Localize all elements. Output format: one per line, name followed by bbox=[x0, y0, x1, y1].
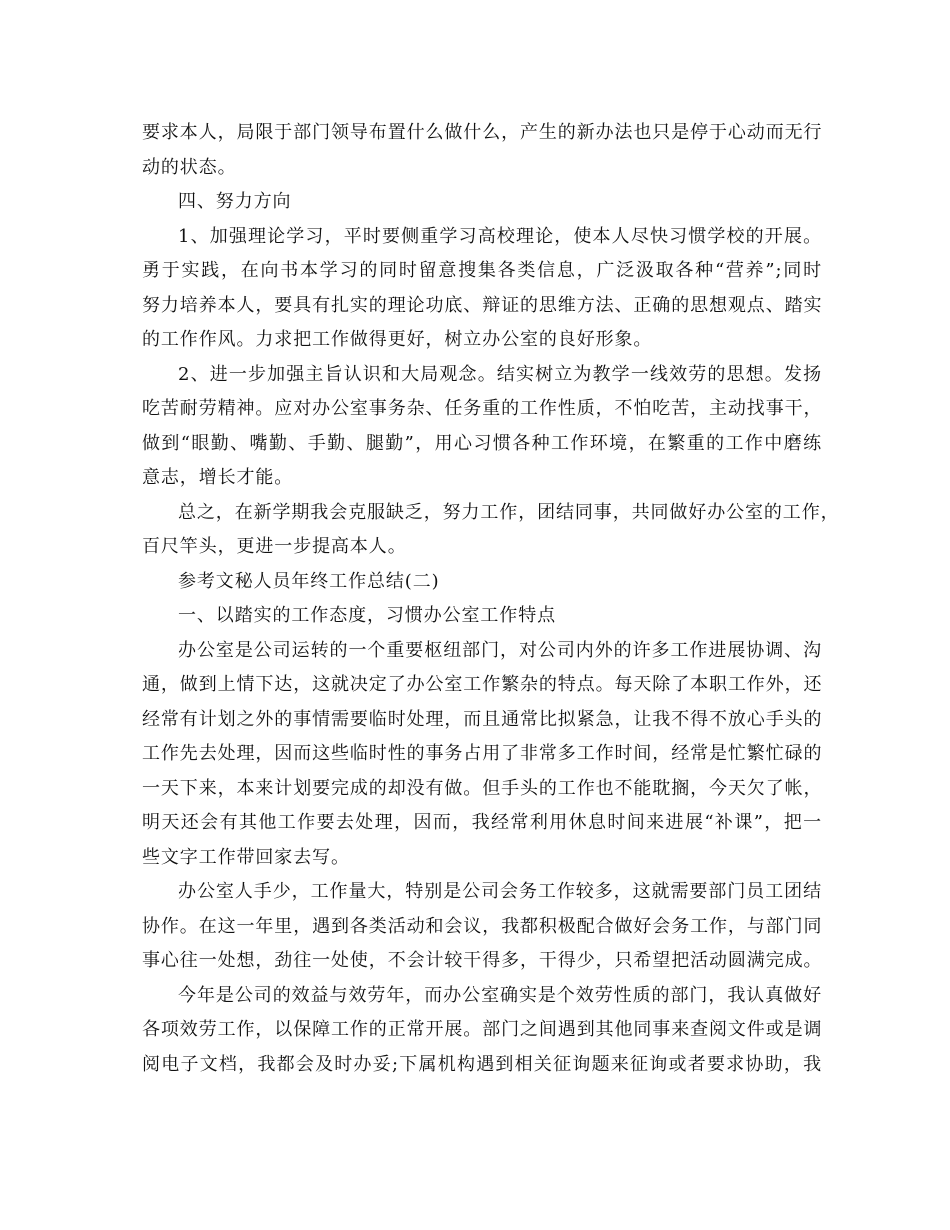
text-line: 一天下来，本来计划要完成的却没有做。但手头的工作也不能耽搁，今天欠了帐， bbox=[142, 777, 823, 799]
text-line: 要求本人，局限于部门领导布置什么做什么，产生的新办法也只是停于心动而无行 bbox=[142, 122, 823, 143]
text-line: 吃苦耐劳精神。应对办公室事务杂、任务重的工作性质，不怕吃苦，主动找事干， bbox=[142, 398, 823, 419]
text-line: 一、以踏实的工作态度，习惯办公室工作特点 bbox=[178, 605, 556, 626]
text-line: 协作。在这一年里，遇到各类活动和会议，我都积极配合做好会务工作，与部门同 bbox=[142, 915, 823, 937]
text-line: 的工作作风。力求把工作做得更好，树立办公室的良好形象。 bbox=[142, 329, 653, 350]
text-line: 明天还会有其他工作要去处理，因而，我经常利用休息时间来进展“补课”，把一 bbox=[142, 812, 822, 833]
text-line: 今年是公司的效益与效劳年，而办公室确实是个效劳性质的部门，我认真做好 bbox=[178, 984, 822, 1006]
text-line: 勇于实践，在向书本学习的同时留意搜集各类信息，广泛汲取各种“营养”;同时 bbox=[142, 260, 822, 281]
text-line: 经常有计划之外的事情需要临时处理，而且通常比拟紧急，让我不得不放心手头的 bbox=[142, 708, 823, 730]
text-line: 总之，在新学期我会克服缺乏，努力工作，团结同事，共同做好办公室的工作， bbox=[178, 501, 840, 523]
text-line: 四、努力方向 bbox=[178, 191, 292, 212]
text-line: 参考文秘人员年终工作总结(二) bbox=[178, 570, 440, 592]
text-line: 动的状态。 bbox=[142, 156, 237, 178]
text-line: 做到“眼勤、嘴勤、手勤、腿勤”，用心习惯各种工作环境，在繁重的工作中磨练 bbox=[142, 432, 822, 454]
text-line: 事心往一处想，劲往一处使，不会计较干得多，干得少，只希望把活动圆满完成。 bbox=[142, 950, 823, 971]
text-line: 办公室是公司运转的一个重要枢纽部门，对公司内外的许多工作进展协调、沟 bbox=[178, 639, 822, 661]
text-line: 工作先去处理，因而这些临时性的事务占用了非常多工作时间，经常是忙繁忙碌的 bbox=[142, 743, 823, 764]
document-body bbox=[142, 116, 840, 1082]
text-line: 意志，增长才能。 bbox=[142, 467, 294, 488]
text-line: 阅电子文档，我都会及时办妥;下属机构遇到相关征询题来征询或者要求协助，我 bbox=[142, 1053, 822, 1075]
text-line: 努力培养本人，要具有扎实的理论功底、辩证的思维方法、正确的思想观点、踏实 bbox=[142, 294, 823, 316]
text-line: 1、加强理论学习，平时要侧重学习高校理论，使本人尽快习惯学校的开展。 bbox=[178, 225, 822, 247]
text-line: 百尺竿头，更进一步提高本人。 bbox=[142, 536, 407, 557]
text-line: 办公室人手少，工作量大，特别是公司会务工作较多，这就需要部门员工团结 bbox=[178, 881, 822, 902]
text-line: 通，做到上情下达，这就决定了办公室工作繁杂的特点。每天除了本职工作外，还 bbox=[142, 674, 823, 695]
text-line: 些文字工作带回家去写。 bbox=[142, 846, 350, 868]
text-line: 2、进一步加强主旨认识和大局观念。结实树立为教学一线效劳的思想。发扬 bbox=[178, 363, 822, 385]
text-line: 各项效劳工作，以保障工作的正常开展。部门之间遇到其他同事来查阅文件或是调 bbox=[142, 1019, 823, 1040]
